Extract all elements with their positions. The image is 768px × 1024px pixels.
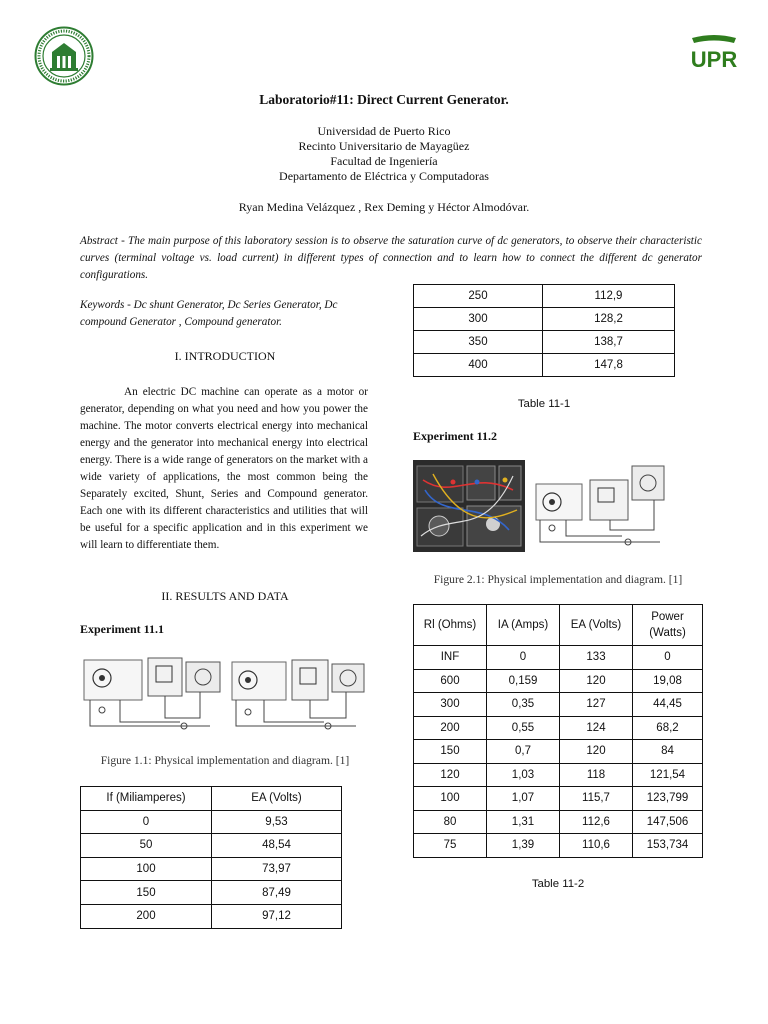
table-11-2-caption: Table 11-2 — [531, 878, 585, 890]
table-cell: 0 — [633, 646, 703, 670]
table-row — [81, 810, 342, 834]
table-cell: 100 — [414, 787, 487, 811]
table-row — [414, 646, 703, 670]
table-cell: 153,734 — [633, 834, 703, 858]
table-cell: 121,54 — [633, 763, 703, 787]
table-cell: 1,31 — [487, 810, 560, 834]
table-cell: 87,49 — [212, 881, 342, 905]
table-cell: 68,2 — [633, 716, 703, 740]
table-row — [414, 740, 703, 764]
table-cell: 0,159 — [487, 669, 560, 693]
table-cell: 84 — [633, 740, 703, 764]
column-header: IA (Amps) — [487, 605, 560, 646]
table-11-1-caption: Table 11-1 — [517, 398, 571, 410]
table-row — [414, 308, 675, 331]
column-header: Power (Watts) — [633, 605, 703, 646]
table-cell: 350 — [414, 331, 543, 354]
table-row — [414, 331, 675, 354]
table-cell: 1,39 — [487, 834, 560, 858]
table-cell: 1,03 — [487, 763, 560, 787]
table-cell: 123,799 — [633, 787, 703, 811]
table-row — [81, 834, 342, 858]
table-cell: 0 — [81, 810, 212, 834]
table-cell: 50 — [81, 834, 212, 858]
table-cell: 200 — [81, 904, 212, 928]
figure-2-1-caption: Figure 2.1: Physical implementation and diagram. [1] — [433, 573, 683, 586]
table-cell: 300 — [414, 693, 487, 717]
affiliation-line: Recinto Universitario de Mayagüez — [298, 139, 470, 153]
column-header: EA (Volts) — [212, 787, 342, 811]
table-cell: 100 — [81, 857, 212, 881]
table-row — [414, 763, 703, 787]
affiliation-line: Facultad de Ingeniería — [330, 154, 438, 168]
table-cell: 300 — [414, 308, 543, 331]
column-header: If (Miliamperes) — [81, 787, 212, 811]
table-cell: 147,8 — [543, 354, 675, 377]
table-cell: 133 — [560, 646, 633, 670]
table-cell: 115,7 — [560, 787, 633, 811]
experiment-1-photo — [80, 652, 224, 736]
table-row — [81, 857, 342, 881]
table-cell: 97,12 — [212, 904, 342, 928]
experiment-11-2-heading: Experiment 11.2 — [413, 429, 497, 443]
table-row — [81, 881, 342, 905]
table-cell: 0,55 — [487, 716, 560, 740]
university-seal-logo — [34, 26, 94, 86]
table-row — [414, 716, 703, 740]
table-field-current-vs-ea — [80, 786, 342, 929]
section-heading-results: II. RESULTS AND DATA — [161, 589, 289, 603]
table-cell: 147,506 — [633, 810, 703, 834]
table-cell: 600 — [414, 669, 487, 693]
experiment-11-1-heading: Experiment 11.1 — [80, 622, 164, 636]
section-heading-introduction: I. INTRODUCTION — [174, 349, 276, 363]
table-cell: 138,7 — [543, 331, 675, 354]
table-cell: 128,2 — [543, 308, 675, 331]
authors: Ryan Medina Velázquez , Rex Deming y Héctor Almodóvar. — [238, 200, 530, 214]
upr-logo-text: UPR — [690, 47, 738, 72]
table-cell: 250 — [414, 285, 543, 308]
figure-1-1-caption: Figure 1.1: Physical implementation and diagram. [1] — [100, 754, 350, 767]
experiment-2-photo — [413, 460, 525, 552]
affiliation-line: Universidad de Puerto Rico — [317, 124, 451, 138]
table-row — [414, 354, 675, 377]
introduction-paragraph: An electric DC machine can operate as a motor or generator, depending on what you need and how you power the machine. The motor converts electrical energy into mechanical energy and the generator into mechanical energy into electrical energy. There is a wide range of generators on the market with a wide variety of applications, the most common being the Separately excited, Shunt, Series and Compound generator. Each one with its different characteristics and utilities that will be useful for a specific application and in this experiment we will learn to differentiate them. — [80, 386, 368, 551]
table-cell: 127 — [560, 693, 633, 717]
table-cell: 112,9 — [543, 285, 675, 308]
upr-logo — [686, 34, 742, 74]
column-header: EA (Volts) — [560, 605, 633, 646]
table-cell: 48,54 — [212, 834, 342, 858]
table-cell: 75 — [414, 834, 487, 858]
table-cell: 73,97 — [212, 857, 342, 881]
table-cell: 120 — [560, 669, 633, 693]
table-row — [414, 285, 675, 308]
table-cell: 0,7 — [487, 740, 560, 764]
table-cell: 150 — [81, 881, 212, 905]
table-row — [414, 834, 703, 858]
table-cell: 44,45 — [633, 693, 703, 717]
table-header-row — [81, 787, 342, 811]
column-header: Rl (Ohms) — [414, 605, 487, 646]
experiment-2-diagram — [532, 462, 668, 552]
abstract: Abstract - The main purpose of this laboratory session is to observe the saturation curve of dc generators, to observe their characteristic curves (terminal voltage vs. load current) in different types of connection and to learn how to connect the different dc generator configurations. — [80, 235, 702, 281]
affiliation-block — [0, 124, 768, 184]
table-row — [414, 669, 703, 693]
table-cell: 118 — [560, 763, 633, 787]
table-cell: 400 — [414, 354, 543, 377]
table-cell: 110,6 — [560, 834, 633, 858]
table-cell: 80 — [414, 810, 487, 834]
table-11-2 — [413, 604, 703, 858]
table-row — [414, 787, 703, 811]
table-cell: 120 — [560, 740, 633, 764]
table-cell: 120 — [414, 763, 487, 787]
table-cell: 200 — [414, 716, 487, 740]
table-row — [414, 810, 703, 834]
keywords: Keywords - Dc shunt Generator, Dc Series Generator, Dc compound Generator , Compound generator. — [80, 299, 338, 328]
table-cell: 0,35 — [487, 693, 560, 717]
table-cell: INF — [414, 646, 487, 670]
table-11-1 — [413, 284, 675, 377]
table-cell: 0 — [487, 646, 560, 670]
experiment-1-diagram — [228, 652, 368, 736]
table-cell: 19,08 — [633, 669, 703, 693]
affiliation-line: Departamento de Eléctrica y Computadoras — [279, 169, 489, 183]
paper-title: Laboratorio#11: Direct Current Generator. — [259, 92, 509, 107]
table-cell: 1,07 — [487, 787, 560, 811]
table-cell: 112,6 — [560, 810, 633, 834]
table-cell: 150 — [414, 740, 487, 764]
table-row — [81, 904, 342, 928]
table-cell: 124 — [560, 716, 633, 740]
table-cell: 9,53 — [212, 810, 342, 834]
table-row — [414, 693, 703, 717]
table-header-row — [414, 605, 703, 646]
